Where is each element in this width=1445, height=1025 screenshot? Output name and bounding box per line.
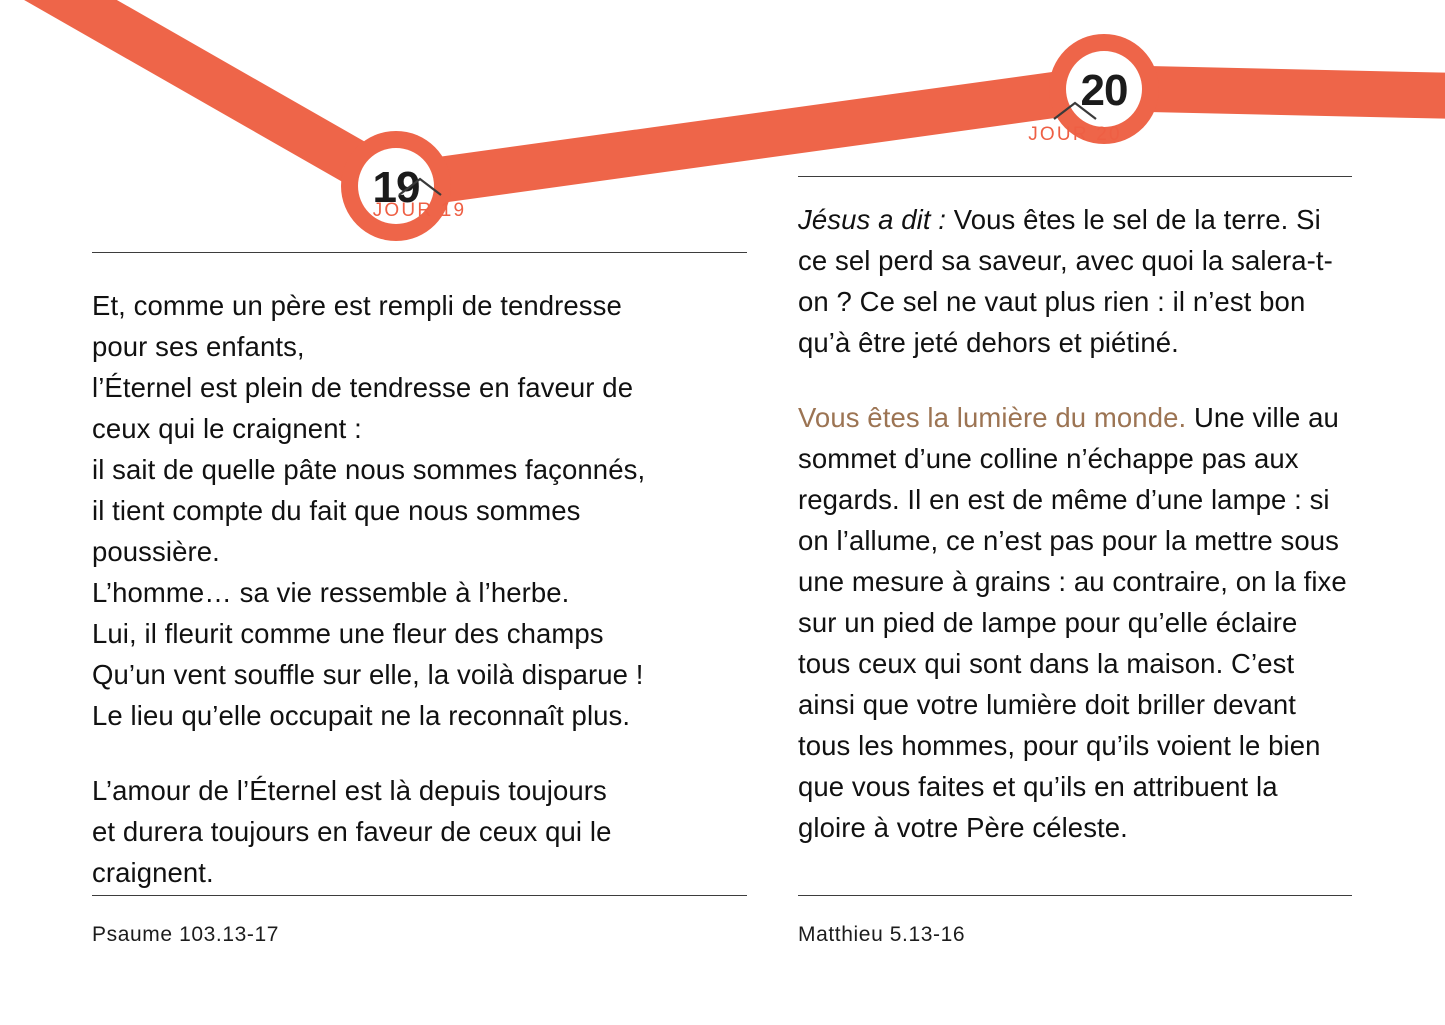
day-20-paragraph-2 [798,397,1352,848]
chevron-up-icon [1052,100,1098,122]
day-20-reference: Matthieu 5.13-16 [798,923,966,946]
day-20-paragraph-1-body: Vous êtes le sel de la terre. Si ce sel perd sa saveur, avec quoi la salera-t-on ? Ce sel ne vaut plus rien : il n’est bon qu’à être jeté dehors et piétiné. [798,204,1333,358]
day-20-paragraph-1 [798,199,1352,363]
day-19-tag [92,176,747,238]
day-19-label: JOUR 19 [372,200,467,221]
day-19-reference: Psaume 103.13-17 [92,923,280,946]
day-20-bottom-rule [798,895,1352,896]
day-19-bottom-rule [92,895,747,896]
light-of-world-highlight: Vous êtes la lumière du monde. [798,402,1187,433]
verse-line: craignent. [92,857,214,888]
verse-line: Lui, il fleurit comme une fleur des champs [92,618,604,649]
verse-line: Le lieu qu’elle occupait ne la reconnaît plus. [92,700,631,731]
day-19-top-rule [92,252,747,253]
verse-line: il tient compte du fait que nous sommes [92,495,581,526]
verse-line: poussière. [92,536,220,567]
day-20-paragraph-2-body: Une ville au sommet d’une colline n’échappe pas aux regards. Il en est de même d’une lampe : si on l’allume, ce n’est pas pour la mettre sous une mesure à grains : au contraire, on la fixe sur un pied de lampe pour qu’elle éclaire tous ceux qui sont dans la maison. C’est ainsi que votre lumière doit briller devant tous les hommes, pour qu’ils voient le bien que vous faites et qu’ils en attribuent la gloire à votre Père céleste. [798,402,1347,843]
verse-line: il sait de quelle pâte nous sommes façonnés, [92,454,646,485]
day-19-text [92,285,747,893]
jesus-said-intro: Jésus a dit : [798,204,947,235]
verse-line: L’amour de l’Éternel est là depuis toujours [92,775,607,806]
marker-20-number: 20 [1080,66,1128,115]
day-20-reference-block [798,895,1352,948]
chevron-up-icon [397,176,443,198]
verse-line: et durera toujours en faveur de ceux qui le [92,816,612,847]
marker-19-number: 19 [372,163,420,212]
verse-line: pour ses enfants, [92,331,305,362]
day-20-column [798,100,1352,946]
day-20-text [798,199,1352,848]
day-19-reference-block [92,895,747,948]
verse-line: Et, comme un père est rempli de tendresse [92,290,622,321]
verse-line: L’homme… sa vie ressemble à l’herbe. [92,577,570,608]
day-19-paragraph-2 [92,770,747,893]
verse-line: Qu’un vent souffle sur elle, la voilà disparue ! [92,659,644,690]
day-20-label: JOUR 20 [1028,124,1122,145]
day-20-tag [798,100,1352,162]
verse-line: l’Éternel est plein de tendresse en faveur de [92,372,634,403]
day-19-paragraph-1 [92,285,747,736]
day-19-column [92,176,747,946]
verse-line: ceux qui le craignent : [92,413,362,444]
day-20-top-rule [798,176,1352,177]
